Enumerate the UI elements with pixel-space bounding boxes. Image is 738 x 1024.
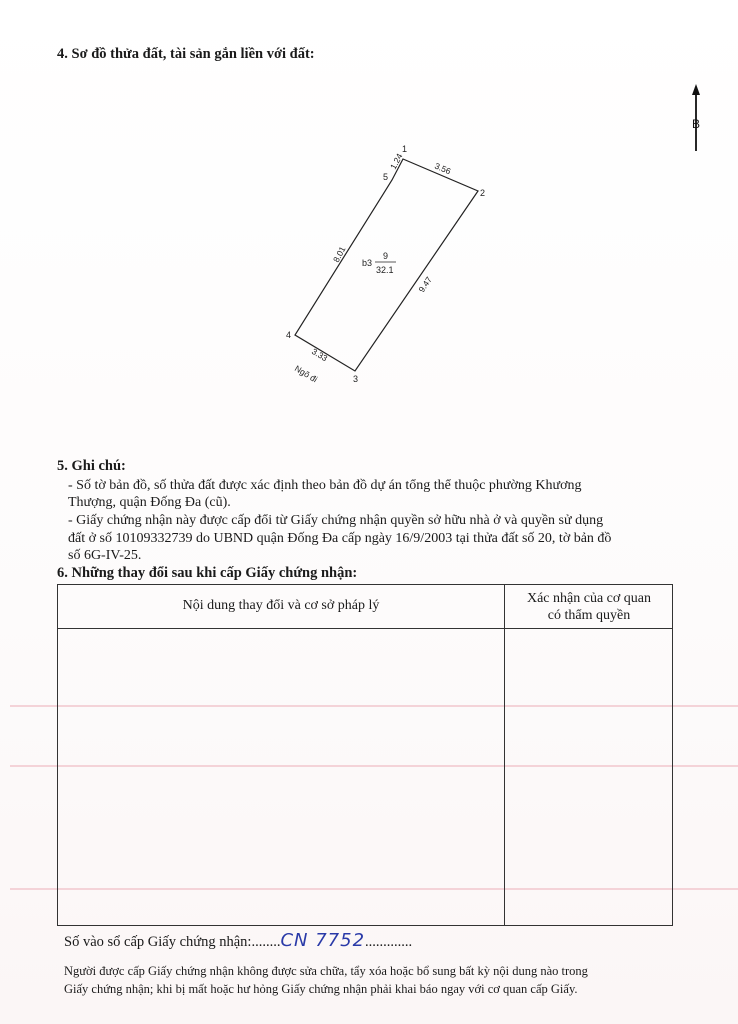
north-arrow-head — [692, 84, 700, 95]
parcel-area: 32.1 — [376, 265, 394, 275]
point-4: 4 — [286, 330, 292, 340]
section6-heading: 6. Những thay đổi sau khi cấp Giấy chứng nhận: — [57, 565, 358, 581]
point-1: 1 — [402, 144, 408, 154]
registry-number — [64, 932, 412, 951]
registry-dots-before: ........ — [251, 934, 281, 950]
table-header-divider — [58, 628, 672, 629]
point-3: 3 — [353, 374, 359, 384]
parcel-number: 9 — [383, 251, 389, 261]
edge-2-3-length: 9.47 — [416, 274, 434, 295]
registry-dots-after: ............. — [365, 934, 413, 950]
table-column-divider — [504, 585, 505, 925]
note1-line1: - Số tờ bản đồ, số thửa đất được xác định theo bản đồ dự án tổng thể thuộc phường Khương — [68, 478, 582, 493]
footer-line2: Giấy chứng nhận; khi bị mất hoặc hư hỏng Giấy chứng nhận phải khai báo ngay với cơ quan cấp Giấy. — [64, 982, 578, 996]
column-header-confirmation-line1: Xác nhận của cơ quan — [526, 591, 651, 606]
road-label: Ngõ đi — [292, 363, 320, 385]
changes-table — [57, 584, 673, 926]
parcel-code: b3 — [362, 258, 373, 268]
parcel-diagram — [0, 0, 738, 400]
edge-5-1-length: 1.24 — [387, 151, 405, 171]
note2-line1: - Giấy chứng nhận này được cấp đổi từ Giấy chứng nhận quyền sở hữu nhà ở và quyền sử dụng — [68, 513, 604, 528]
column-header-confirmation-line2: có thẩm quyền — [547, 608, 631, 623]
column-header-changes: Nội dung thay đổi và cơ sở pháp lý — [182, 598, 380, 613]
registry-label: Số vào sổ cấp Giấy chứng nhận: — [64, 934, 252, 950]
registry-handwritten-value: CN 7752 — [280, 930, 366, 951]
section4-heading: 4. Sơ đồ thửa đất, tài sản gắn liền với đất: — [57, 46, 315, 62]
point-5: 5 — [383, 172, 389, 182]
point-2: 2 — [480, 188, 486, 198]
edge-4-5-length: 8.01 — [330, 244, 348, 264]
north-label: B — [691, 117, 701, 131]
section5-heading: 5. Ghi chú: — [57, 458, 126, 474]
edge-3-4-length: 3.33 — [309, 346, 330, 364]
note1-line2: Thượng, quận Đống Đa (cũ). — [68, 495, 231, 510]
column-header-confirmation — [505, 590, 673, 624]
footer-line1: Người được cấp Giấy chứng nhận không được sửa chữa, tẩy xóa hoặc bổ sung bất kỳ nội dung nào trong — [64, 964, 588, 978]
edge-1-2-length: 3.56 — [433, 160, 453, 177]
note2-line3: số 6G-IV-25. — [68, 548, 142, 563]
north-arrow — [692, 84, 700, 151]
note2-line2: đất ở số 10109332739 do UBND quận Đống Đa cấp ngày 16/9/2003 tại thửa đất số 20, tờ bản đồ — [68, 531, 612, 546]
